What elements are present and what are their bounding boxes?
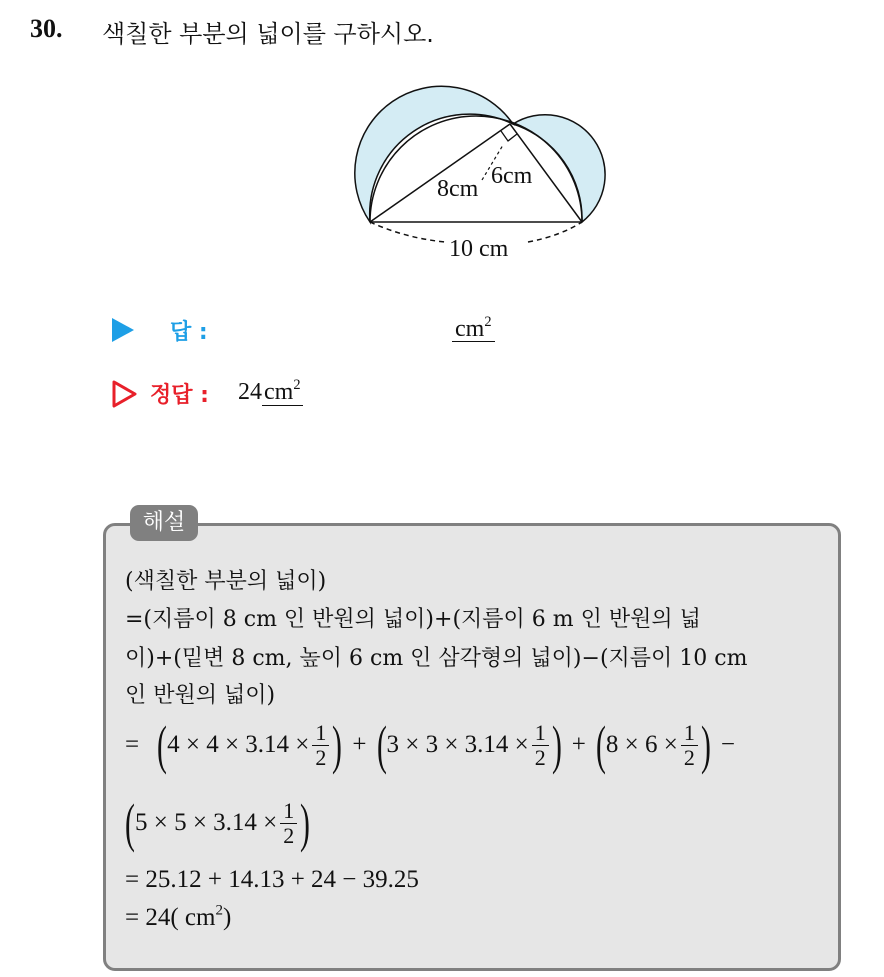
fraction-half: $\frac{1}{2}$ [681, 721, 698, 770]
solution-line-1: (색칠한 부분의 넓이) [125, 569, 327, 594]
eq-term-2: 3 × 3 × 3.14 × [386, 731, 529, 758]
correct-label: 정답 : [150, 383, 209, 408]
answer-label: 답 : [170, 320, 208, 345]
answer-unit: $cm^2$ [452, 317, 495, 342]
solution-line-5: = 25.12 + 14.13 + 24 − 39.25 [125, 866, 419, 893]
solution-line-6: = 24( $cm^2$) [125, 902, 232, 931]
question-text: 색칠한 부분의 넓이를 구하시오. [102, 20, 434, 48]
solution-line-3: 이)+(밑변 8 cm, 높이 6 cm 인 삼각형의 넓이)−(지름이 10 cm [125, 646, 748, 671]
solution-line-4: 인 반원의 넓이) [125, 683, 276, 708]
fraction-half: $\frac{1}{2}$ [312, 721, 329, 770]
equation-line-1: = ( 4 × 4 × 3.14 × $\frac{1}{2}$ ) + ( 3 × 3 × 3.14 × $\frac{1}{2}$ ) + ( 8 × 6 × $\frac{1}{2}$ ) − [125, 715, 735, 775]
question-number: 30. [30, 14, 63, 43]
semicircle-figure [340, 85, 620, 270]
eq-term-4: 5 × 5 × 3.14 × [134, 809, 278, 836]
label-8cm: 8cm [437, 176, 479, 202]
solution-tab: 해설 [130, 505, 198, 541]
answer-arrow-icon [112, 318, 134, 342]
correct-value: $24cm^2$ [238, 376, 301, 405]
shade-left [355, 86, 513, 222]
equation-line-2: ( 5 × 5 × 3.14 × $\frac{1}{2}$ ) [125, 793, 311, 853]
eq-term-3: 8 × 6 × [605, 731, 678, 758]
dashed-brace-left [370, 222, 445, 242]
dashed-brace-right [528, 222, 582, 242]
correct-arrow-icon [112, 380, 138, 408]
label-6cm: 6cm [491, 163, 533, 189]
solution-line-2: =(지름이 8 cm 인 반원의 넓이)+(지름이 6 m 인 반원의 넓 [125, 607, 701, 632]
eq-term-1: 4 × 4 × 3.14 × [167, 731, 310, 758]
fraction-half: $\frac{1}{2}$ [280, 799, 297, 848]
right-angle-mark [501, 131, 517, 141]
fraction-half: $\frac{1}{2}$ [532, 721, 549, 770]
label-10cm: 10 cm [449, 236, 509, 262]
